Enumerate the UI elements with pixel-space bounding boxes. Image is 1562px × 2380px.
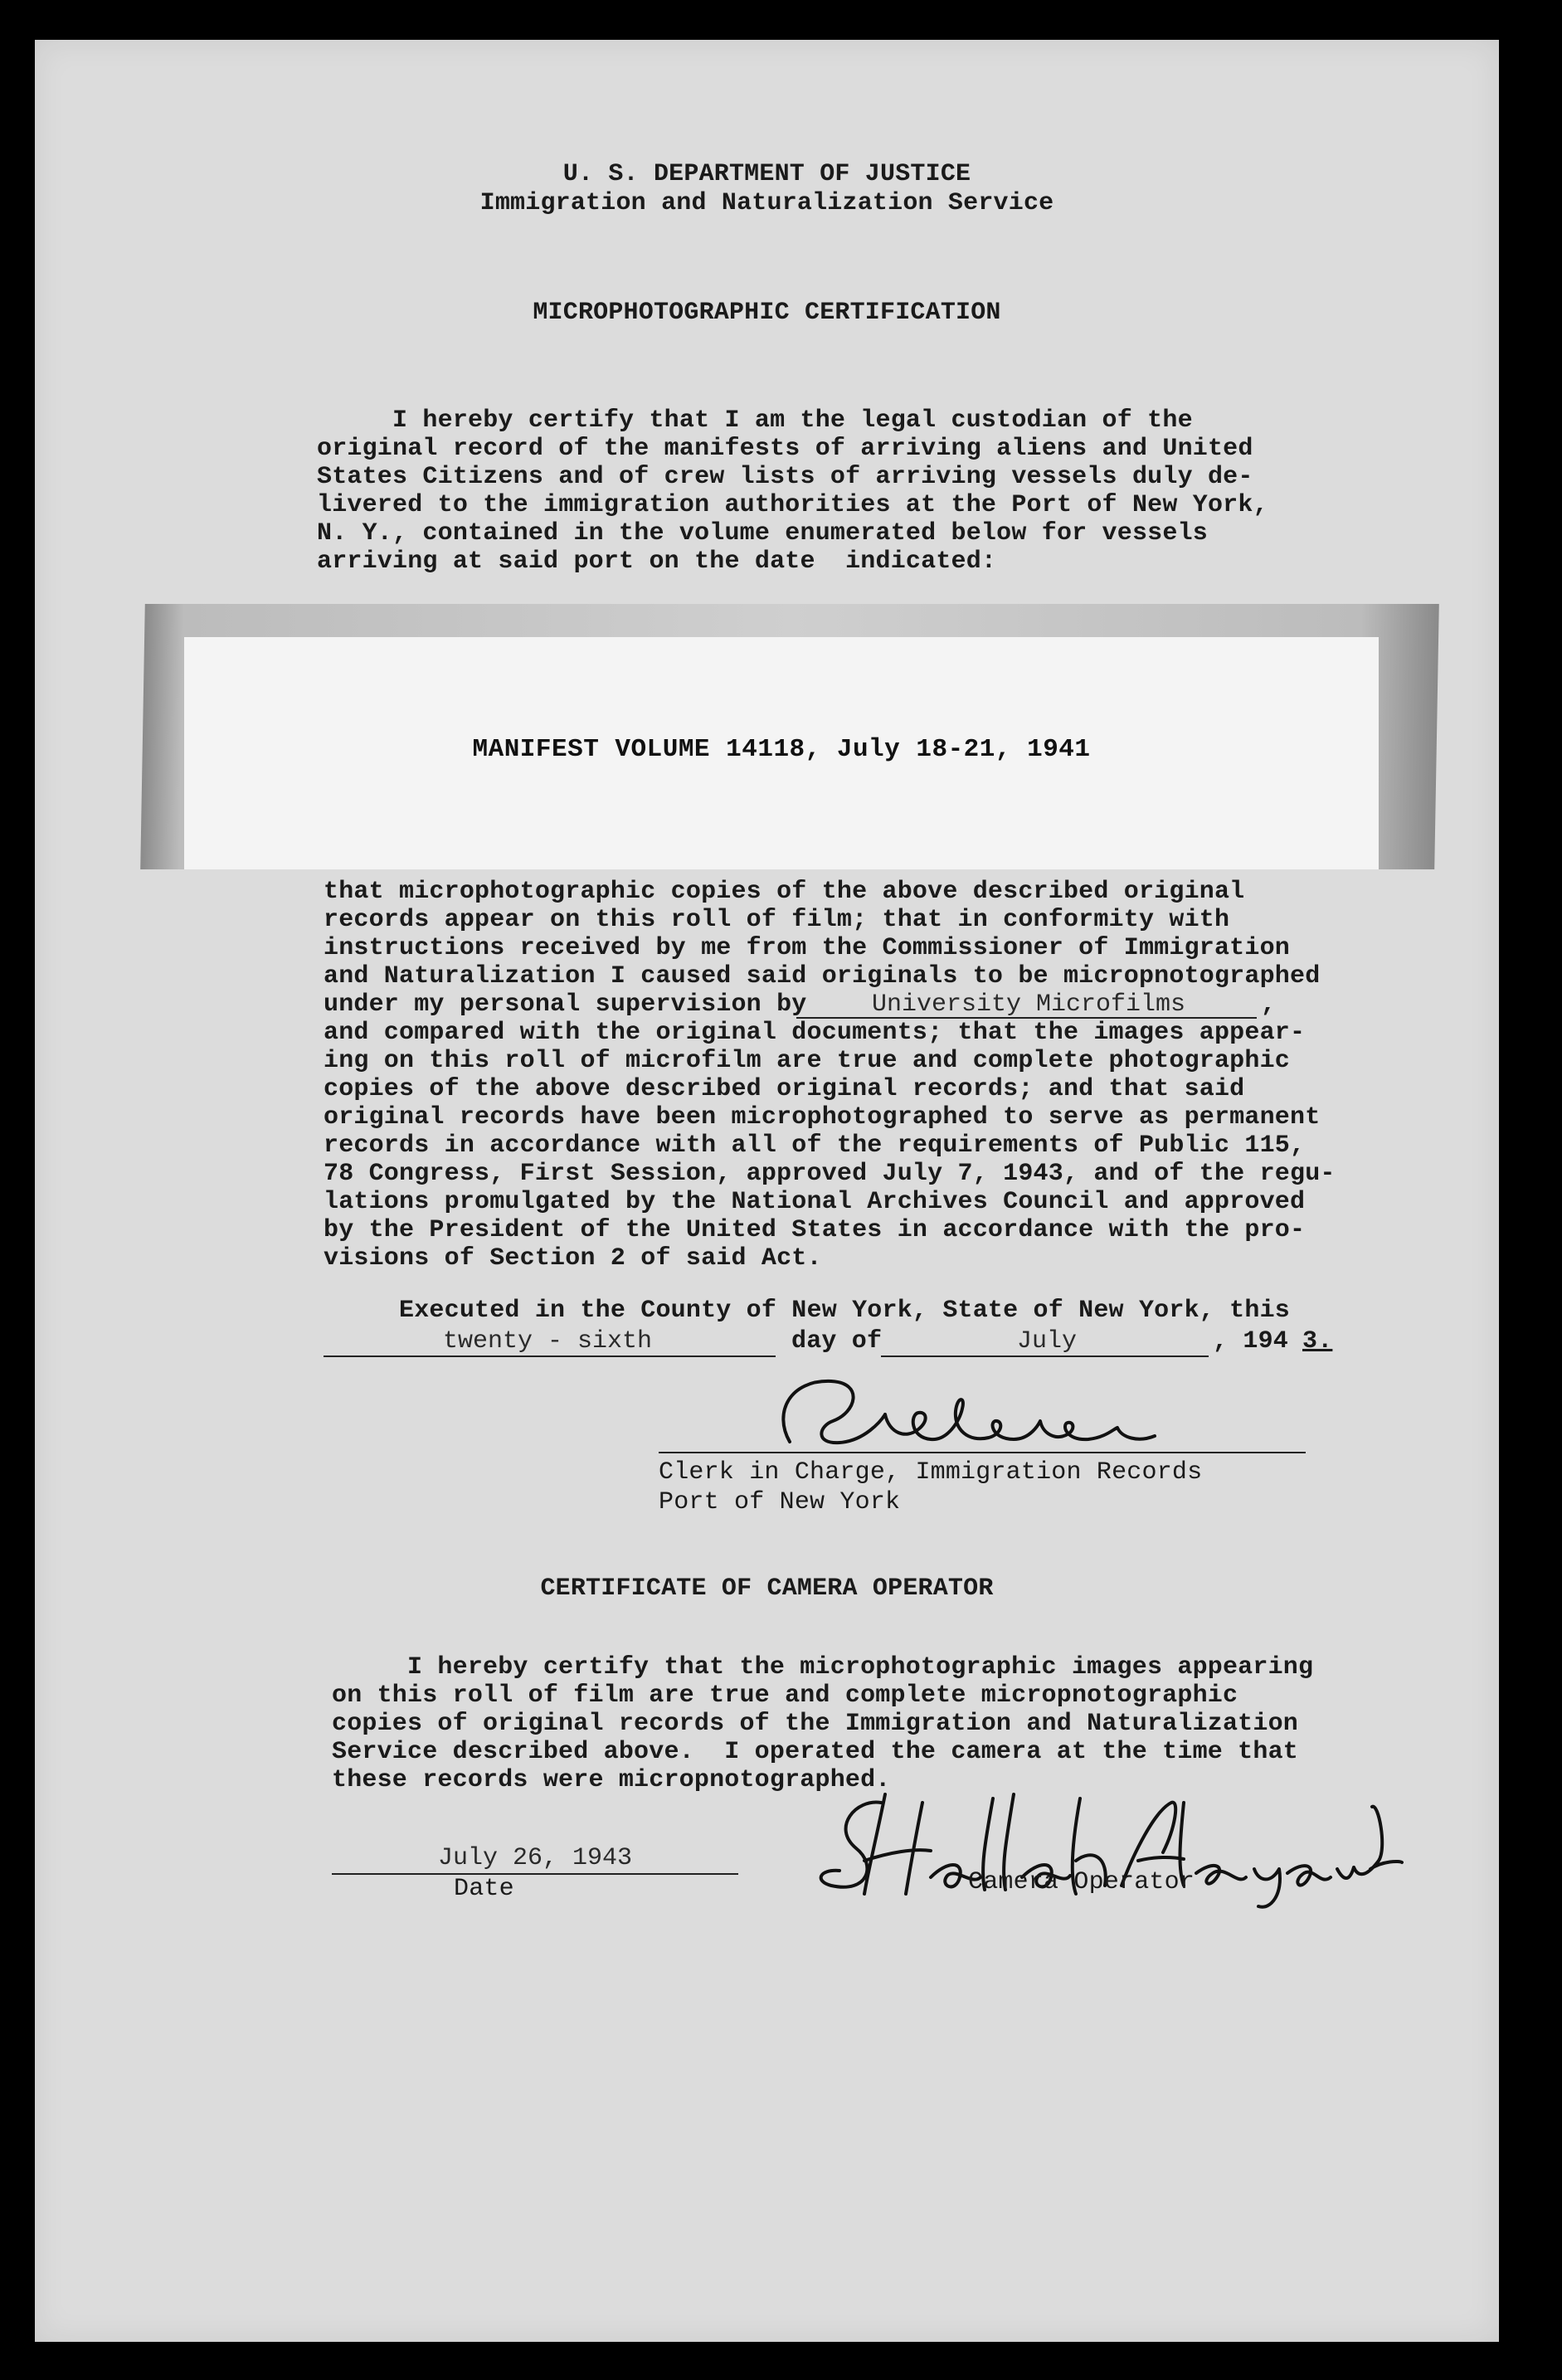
manifest-slip (184, 637, 1379, 869)
month-underline (881, 1355, 1209, 1357)
certification-title: MICROPHOTOGRAPHIC CERTIFICATION (533, 299, 1001, 327)
intro-line: States Citizens and of crew lists of arriving vessels duly de- (317, 463, 1253, 491)
intro-line: arriving at said port on the date indicated: (317, 548, 997, 576)
body-line: ing on this roll of microfilm are true and complete photographic (324, 1047, 1290, 1075)
document-sheet (35, 40, 1499, 2342)
body-line: and compared with the original documents; that the images appear- (324, 1019, 1306, 1047)
camera-line: copies of original records of the Immigration and Naturalization (332, 1710, 1298, 1738)
clerk-title: Clerk in Charge, Immigration Records (659, 1458, 1203, 1487)
body-line: instructions received by me from the Commissioner of Immigration (324, 934, 1290, 962)
body-line: visions of Section 2 of said Act. (324, 1244, 822, 1273)
date-underline (332, 1873, 738, 1875)
camera-line: I hereby certify that the microphotographic images appearing (332, 1653, 1314, 1682)
intro-line: N. Y., contained in the volume enumerated below for vessels (317, 519, 1208, 548)
day-underline (324, 1355, 776, 1357)
month-value: July (1016, 1327, 1077, 1355)
day-of-label: day of (791, 1327, 883, 1355)
body-line: under my personal supervision by (324, 990, 807, 1019)
camera-line: these records were micropnotographed. (332, 1766, 891, 1794)
year-suffix: 3. (1302, 1327, 1333, 1355)
camera-certificate-title: CERTIFICATE OF CAMERA OPERATOR (540, 1574, 994, 1603)
intro-line: I hereby certify that I am the legal custodian of the (317, 406, 1193, 435)
day-value: twenty - sixth (442, 1327, 653, 1355)
date-label: Date (454, 1875, 514, 1903)
date-value: July 26, 1943 (437, 1844, 633, 1872)
camera-line: Service described above. I operated the camera at the time that (332, 1738, 1298, 1766)
clerk-port: Port of New York (659, 1488, 901, 1516)
service-heading: Immigration and Naturalization Service (479, 189, 1054, 217)
body-line: original records have been microphotographed to serve as permanent (324, 1103, 1321, 1132)
body-line: 78 Congress, First Session, approved July 7, 1943, and of the regu- (324, 1160, 1336, 1188)
camera-operator-label: Camera Operator (968, 1868, 1195, 1896)
intro-line: livered to the immigration authorities at the Port of New York, (317, 491, 1268, 519)
clerk-signature-line (659, 1452, 1306, 1453)
executed-line: Executed in the County of New York, State of New York, this (324, 1297, 1290, 1325)
camera-line: on this roll of film are true and complete micropnotographic (332, 1682, 1238, 1710)
supervisor-comma: , (1261, 990, 1277, 1019)
department-heading: U. S. DEPARTMENT OF JUSTICE (562, 160, 971, 188)
supervisor-name: University Microfilms (871, 990, 1186, 1019)
body-line: lations promulgated by the National Archives Council and approved (324, 1188, 1306, 1216)
intro-line: original record of the manifests of arriving aliens and United (317, 435, 1253, 463)
body-line: copies of the above described original records; and that said (324, 1075, 1245, 1103)
body-line: records appear on this roll of film; that in conformity with (324, 906, 1230, 934)
body-line: that microphotographic copies of the above described original (324, 878, 1245, 906)
body-line: and Naturalization I caused said originals to be micropnotographed (324, 962, 1321, 990)
year-prefix: , 194 (1213, 1327, 1289, 1355)
manifest-volume: MANIFEST VOLUME 14118, July 18-21, 1941 (472, 735, 1091, 764)
body-line: by the President of the United States in accordance with the pro- (324, 1216, 1306, 1244)
body-line: records in accordance with all of the requirements of Public 115, (324, 1132, 1306, 1160)
